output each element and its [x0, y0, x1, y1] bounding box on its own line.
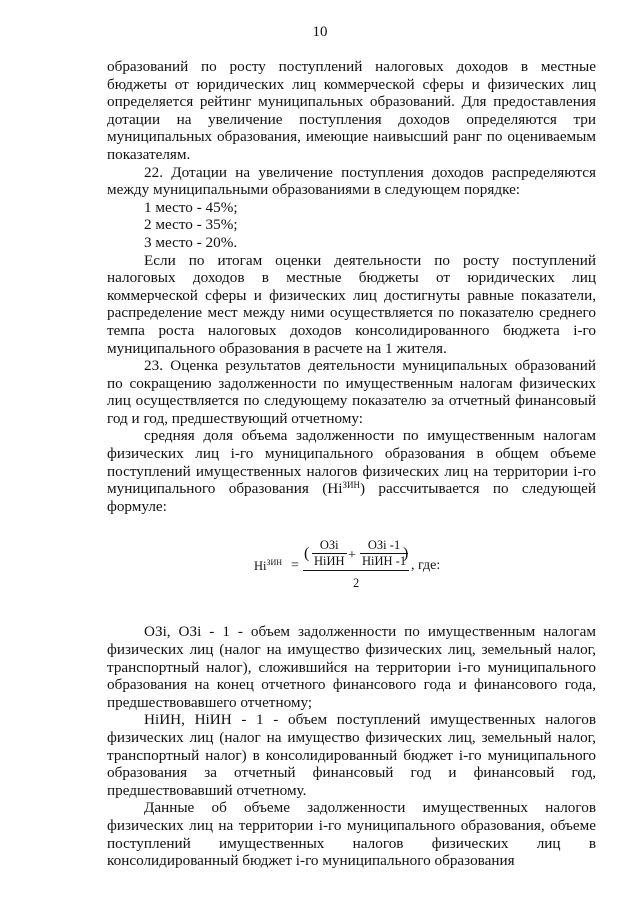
list-item: 1 место - 45%; — [144, 198, 238, 216]
paragraph-definition-oz: ОЗi, ОЗi - 1 - объем задолженности по имущественным налогам физических лиц (налог на имущество физических лиц, земельный налог, транспортный налог), сложившийся на территории i-го муниципального образования на конец отчетного финансового года и финансового года, предшествовавшего отчетному; — [107, 623, 596, 711]
formula-equals: = — [291, 558, 299, 574]
formula — [107, 525, 596, 597]
formula-main-fraction — [303, 537, 409, 571]
paragraph: Если по итогам оценки деятельности по росту поступлений налоговых доходов в местные бюджеты от юридических лиц коммерческой сферы и физических лиц достигнуты равные показатели, распределение мест между ними осуществляется по показателю среднего темпа роста налоговых доходов консолидированного бюджета i-го муниципального образования в расчете на 1 жителя. — [107, 251, 596, 357]
document-body — [107, 58, 596, 870]
formula-close-paren: ) — [403, 545, 409, 563]
formula-num-1: ОЗi — [312, 538, 347, 554]
formula-den-2: НiИН -1 — [362, 554, 407, 569]
formula-denominator: 2 — [353, 576, 360, 591]
paragraph-23: 23. Оценка результатов деятельности муниципальных образований по сокращению задолженности по имущественным налогам физических лиц осуществляется по следующему показателю за отчетный финансовый год и год, предшествующий отчетному: — [107, 357, 596, 427]
paragraph-22: 22. Дотации на увеличение поступления доходов распределяются между муниципальными образованиями в следующем порядке: — [107, 163, 596, 199]
formula-open-paren: ( — [304, 545, 310, 563]
formula-fraction-2 — [360, 538, 408, 569]
page-number: 10 — [312, 24, 328, 40]
text-span: ) рассчитывается по следующей формуле: — [107, 480, 597, 515]
formula-num-2: ОЗi -1 — [360, 538, 408, 554]
formula-tail: , где: — [411, 558, 441, 574]
formula-plus: + — [348, 548, 356, 564]
paragraph-definition-nin: НiИН, НiИН - 1 - объем поступлений имущественных налогов физических лиц (налог на имущество физических лиц, земельный налог, транспортный налог) в консолидированный бюджет i-го муниципального образования за отчетный финансовый год и финансовый год, предшествовавший отчетному. — [107, 711, 596, 799]
list-item: 3 место - 20%. — [144, 233, 238, 251]
paragraph: образований по росту поступлений налоговых доходов в местные бюджеты от юридических лиц коммерческой сферы и физических лиц определяется рейтинг муниципальных образований. Для предоставления дотации на увеличение поступления доходов определяются три муниципальных образования, имеющие наивысший ранг по оцениваемым показателям. — [107, 58, 596, 163]
formula-lhs-base: Hi — [254, 559, 267, 574]
paragraph-formula-intro — [107, 427, 596, 515]
formula-lhs-sup: ЗИН — [266, 558, 283, 568]
superscript: ЗИН — [342, 480, 360, 491]
text-span: средняя доля объема задолженности по имущественным налогам физических лиц i-го муниципального образования в общем объеме поступлений имущественных налогов физических лиц на территории i-го муниципального образования (Hi — [107, 427, 596, 498]
formula-den-1: НiИН — [314, 554, 345, 569]
paragraph: Данные об объеме задолженности имущественных налогов физических лиц на территории i-го муниципального образования, объеме поступлений имущественных налогов физических лиц в консолидированный бюджет i-го муниципального образования — [107, 799, 596, 870]
list-item: 2 место - 35%; — [144, 216, 238, 234]
formula-fraction-1 — [312, 538, 347, 569]
formula-lhs — [254, 558, 282, 576]
